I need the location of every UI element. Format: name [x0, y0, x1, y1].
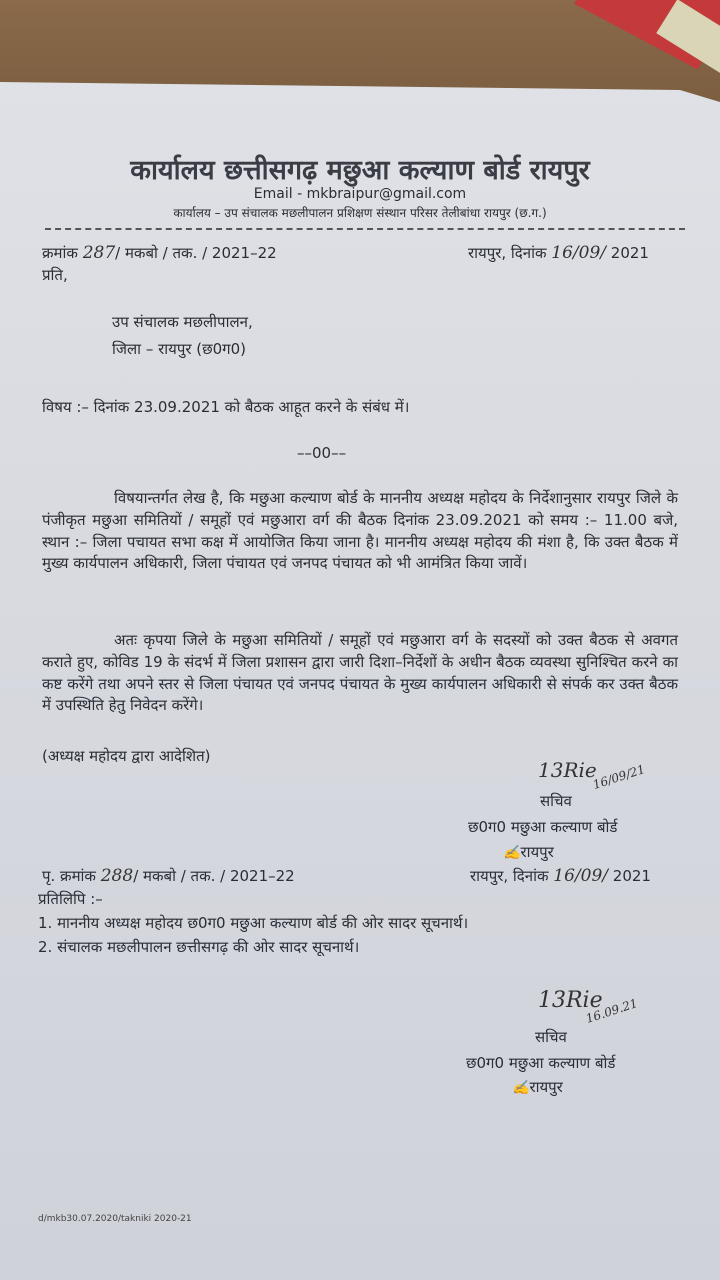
- initial-scribble-2-icon: ✍: [512, 1080, 530, 1096]
- ref-prefix: क्रमांक: [42, 244, 78, 262]
- ref-date: [468, 243, 649, 263]
- signature-scribble: 13Rie: [538, 758, 597, 782]
- ordered-note: (अध्यक्ष महोदय द्वारा आदेशित): [42, 747, 211, 765]
- signatory-city-text: रायपुर: [520, 843, 554, 861]
- copy-reference-number: [42, 866, 295, 886]
- copy-heading: प्रतिलिपि :–: [38, 890, 103, 908]
- ref-month: /09/: [572, 243, 607, 263]
- paragraph-1-text: विषयान्तर्गत लेख है, कि मछुआ कल्याण बोर्ड के माननीय अध्यक्ष महोदय के निर्देशानुसार रायपुर जिले के पंजीकृत मछुआ समितियों / समूहों एवं मछुआरा वर्ग की बैठक दिनांक 23.09.2021 को समय :– 11.00 बजे, स्थान :– जिला पचायत सभा कक्ष में आयोजित किया जाना है। माननीय अध्यक्ष महोदय की मंशा है, कि उक्त बैठक में मुख्य कार्यपालन अधिकारी, जिला पंचायत एवं जनपद पंचायत को भी आमंत्रित किया जावें।: [42, 489, 678, 573]
- signature-date: 16/09/21: [591, 762, 647, 792]
- ref-year: 2021: [610, 244, 649, 262]
- copy-item-2: 2. संचालक मछलीपालन छत्तीसगढ़ की ओर सादर सूचनार्थ।: [38, 938, 360, 956]
- ref-suffix: / मकबो / तक. / 2021–22: [115, 244, 277, 262]
- subject-line: विषय :– दिनांक 23.09.2021 को बैठक आहूत करने के संबंध में।: [42, 398, 410, 416]
- paragraph-2: [42, 630, 678, 717]
- initial-scribble-icon: ✍: [503, 845, 521, 861]
- office-address: कार्यालय – उप संचालक मछलीपालन प्रशिक्षण संस्थान परिसर तेलीबांधा रायपुर (छ.ग.): [173, 206, 547, 220]
- ref-number-handwritten: 287: [82, 243, 116, 263]
- reference-number: [42, 243, 277, 263]
- separator: ––00––: [297, 444, 347, 462]
- signatory-2-city-text: रायपुर: [529, 1078, 563, 1096]
- email-line: Email - mkbraipur@gmail.com: [253, 186, 467, 202]
- copy-item-1: 1. माननीय अध्यक्ष महोदय छ0ग0 मछुआ कल्याण बोर्ड की ओर सादर सूचनार्थ।: [38, 914, 469, 932]
- copy-ref-prefix: पृ. क्रमांक: [42, 867, 96, 885]
- copy-ref-suffix: / मकबो / तक. / 2021–22: [133, 867, 295, 885]
- signature-2-scribble: 13Rie: [538, 988, 603, 1013]
- ref-day: 16: [551, 243, 573, 263]
- signatory-2-city: [512, 1077, 563, 1097]
- copy-ref-date: [470, 866, 651, 886]
- paragraph-2-text: अतः कृपया जिले के मछुआ समितियों / समूहों एवं मछुआरा वर्ग के सदस्यों को उक्त बैठक से अवगत कराते हुए, कोविड 19 के संदर्भ में जिला प्रशासन द्वारा जारी दिशा–निर्देशों के अधीन बैठक व्यवस्था सुनिश्चित करने का कष्ट करेंगे तथा अपने स्तर से जिला पंचायत एवं जनपद पंचायत के मुख्य कार्यपालन अधिकारी से संपर्क कर उक्त बैठक में उपस्थिति हेतु निवेदन करेंगे।: [42, 631, 678, 715]
- signature-2-date: 16.09.21: [584, 996, 640, 1026]
- file-reference-footer: d/mkb30.07.2020/takniki 2020-21: [38, 1214, 192, 1224]
- prati: प्रति,: [42, 266, 68, 284]
- header-divider: [45, 228, 685, 230]
- signatory-role: सचिव: [540, 792, 572, 810]
- copy-ref-number-handwritten: 288: [100, 866, 134, 886]
- signatory-2-org: छ0ग0 मछुआ कल्याण बोर्ड: [466, 1054, 616, 1072]
- office-title: कार्यालय छत्तीसगढ़ मछुआ कल्याण बोर्ड रायपुर: [130, 155, 590, 186]
- signatory-city: [503, 842, 554, 862]
- copy-ref-month: /09/: [574, 866, 609, 886]
- signatory-org: छ0ग0 मछुआ कल्याण बोर्ड: [468, 818, 618, 836]
- copy-ref-year: 2021: [612, 867, 651, 885]
- recipient-line2: जिला – रायपुर (छ0ग0): [112, 340, 247, 358]
- copy-ref-day: 16: [553, 866, 575, 886]
- ref-place: रायपुर, दिनांक: [468, 244, 547, 262]
- copy-ref-place: रायपुर, दिनांक: [470, 867, 549, 885]
- signatory-2-role: सचिव: [535, 1028, 567, 1046]
- recipient-line1: उप संचालक मछलीपालन,: [112, 313, 253, 331]
- paragraph-1: [42, 488, 678, 575]
